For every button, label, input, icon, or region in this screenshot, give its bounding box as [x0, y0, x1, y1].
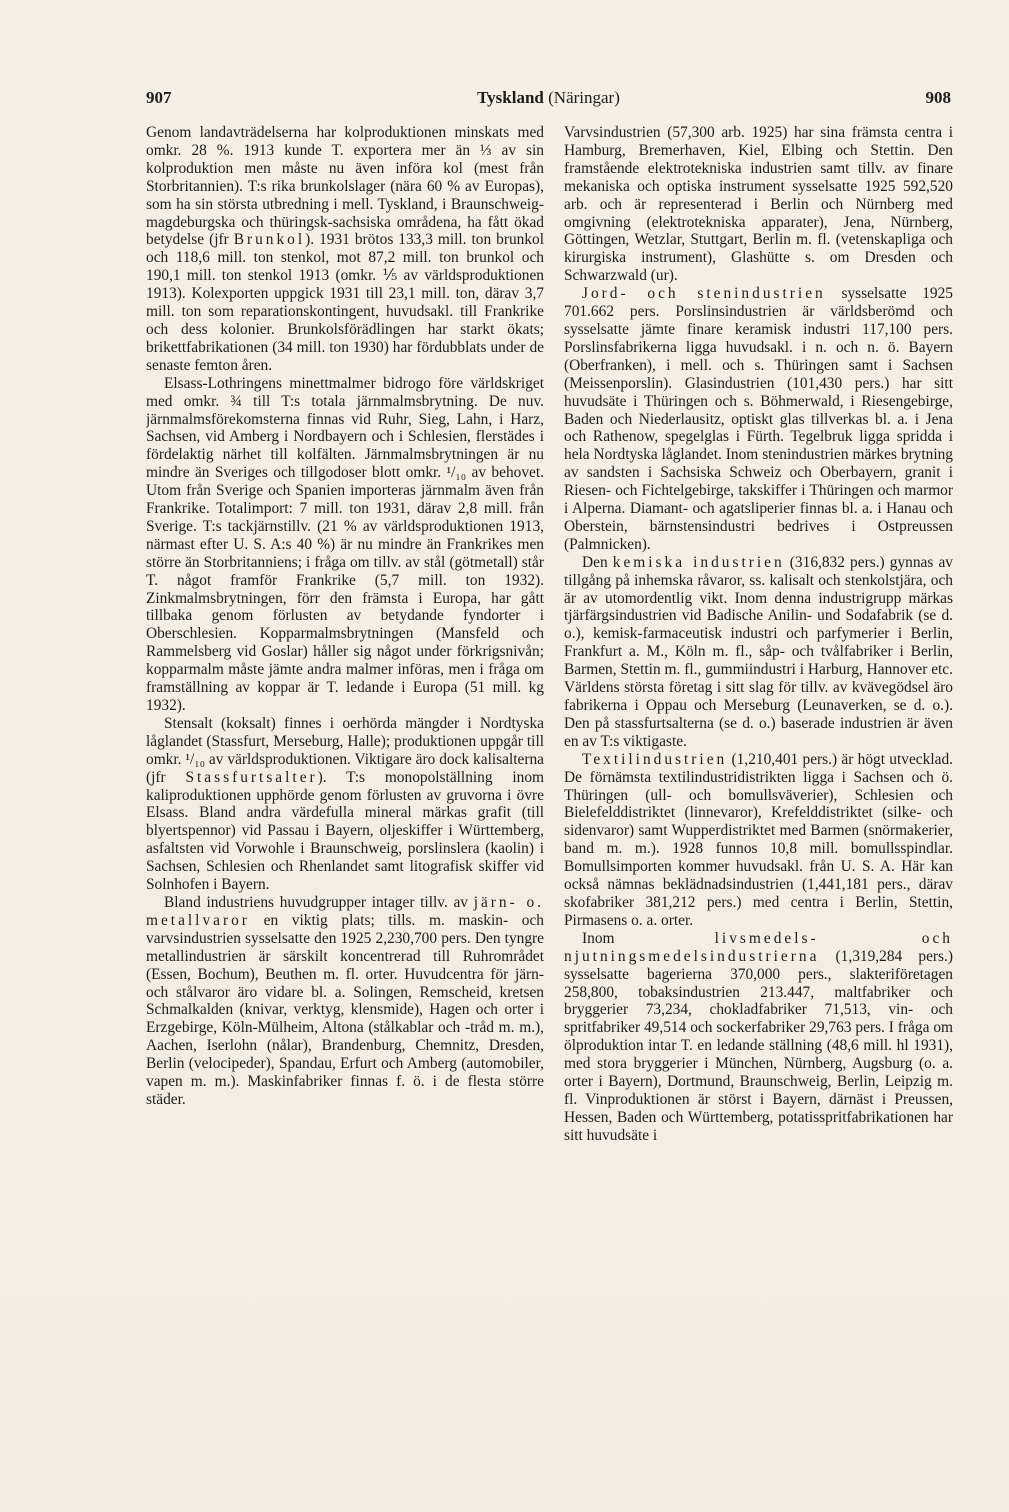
text-run: Stensalt (koksalt) finnes i oerhörda mängder i Nordtyska låglandet (Stassfurt, Merseburg, Halle); produktionen uppgår till omkr. ¹/₁₀ av världsproduktionen. Viktigare äro dock kalisalterna (jfr — [146, 714, 544, 786]
spaced-term: kemiska industrien — [612, 553, 785, 571]
paragraph — [564, 124, 953, 285]
paragraph — [146, 124, 544, 375]
running-title-main: Tyskland — [477, 88, 544, 107]
page-number-left: 907 — [146, 88, 172, 107]
paragraph — [564, 751, 953, 930]
paragraph — [564, 554, 953, 751]
text-run: sysselsatte 1925 701.662 pers. Porslinsindustrien är världsberömd och sysselsatte jämte finare keramisk industri 117,100 pers. Porslinsfabrikerna ligga huvudsakl. i n. och n. ö. Bayern (Oberfranken), i mell. och s. Thüringen samt i Sachsen (Meissenporslin). Glasindustrien (101,430 pers.) har sitt huvudsäte i Thüringen och s. Böhmerwald, i Riesengebirge, Baden och Niederlausitz, optiskt glas tillverkas bl. a. i Jena och Rathenow, spegelglas i Fürth. Tegelbruk ligga spridda i hela Nordtyska låglandet. Inom stenindustrien märkes brytning av sandsten i Sachsiska Schweiz och Oberbayern, granit i Riesen- och Fichtelgebirge, takskiffer i Thüringen och marmor i Alperna. Diamant- och agatsliperier finnas bl. a. i Hanau och Oberstein, bärnstensindustri bedrives i Ostpreussen (Palmnicken). — [564, 285, 953, 553]
running-title — [146, 88, 951, 108]
spaced-term: Textilindustrien — [582, 750, 728, 768]
text-run: Den — [582, 553, 613, 571]
text-run: Varvsindustrien (57,300 arb. 1925) har sina främsta centra i Hamburg, Bremerhaven, Kiel, Elbing och Stettin. Den framstående elektrotekniska industrien samt tillv. av finare mekaniska och optiska instrument sysselsatte 1925 592,520 arb. och är representerad i Berlin och Nürnberg med omgivning (elektrotekniska apparater), Jena, Nürnberg, Göttingen, Wetzlar, Stuttgart, Berlin m. fl. (vetenskapliga och kirurgiska instrument), Glashütte s. om Dresden och Schwarzwald (ur). — [564, 124, 953, 285]
spaced-term: Jord- och stenindustrien — [582, 285, 826, 303]
paragraph — [146, 894, 544, 1109]
text-run: Elsass-Lothringens minettmalmer bidrogo före världskriget med omkr. ¾ till T:s totala järnmalmsbrytning. De nuv. järnmalmsförekomsterna finnas vid Ruhr, Sieg, Lahn, i Harz, Sachsen, vid Amberg i Nordbayern och i Schlesien, flerstädes i fördelaktig närhet till kolfälten. Järnmalmsbrytningen är nu mindre än Sveriges och tillgodoser blott omkr. ¹/₁₀ av behovet. Utom från Sverige och Spanien importeras järnmalm även från Frankrike. Totalimport: 7 mill. ton 1931, därav 2,8 mill. från Sverige. T:s tackjärnstillv. (21 % av världsproduktionen 1913, närmast efter U. S. A:s 40 %) är nu mindre än Frankrikes men större än Storbritanniens; i fråga om tillv. av stål (götmetall) står T. något framför Frankrike (5,7 mill. ton 1932). Zinkmalmsbrytningen, förr den främsta i Europa, har gått tillbaka genom förlusten av betydande fyndorter i Oberschlesien. Kopparmalmsbrytningen (Mansfeld och Rammelsberg vid Goslar) håller sig något under förkrigsnivån; kopparmalm måste jämte andra malmer införas, men i fråga om framställning av koppar är T. ledande i Europa (51 mill. kg 1932). — [146, 374, 544, 714]
text-run: Inom — [582, 929, 715, 947]
page-header — [146, 88, 951, 116]
text-run: Genom landavträdelserna har kolproduktionen minskats med omkr. 28 %. 1913 kunde T. exportera mer än ⅓ av sin kolproduktion men måste nu även införa kol (mest från Storbritannien). T:s rika brunkolslager (nära 60 % av Europas), som ha sin största utbredning i mell. Tyskland, i Braunschweig-magdeburgska och thüringsk-sachsiska områdena, ha fått ökad betydelse (jfr — [146, 124, 544, 249]
page-number-right: 908 — [925, 88, 951, 107]
right-column — [564, 124, 953, 1404]
paragraph — [564, 285, 953, 554]
spaced-term: Stassfurtsalter — [185, 768, 318, 786]
text-run: ). 1931 brötos 133,3 mill. ton brunkol och 118,6 mill. ton stenkol, mot 87,2 mill. ton brunkol och 190,1 mill. ton stenkol 1913 (omkr. ⅕ av världsproduktionen 1913). Kolexporten uppgick 1931 till 23,1 mill. ton, därav 3,7 mill. ton som reparationskontingent, huvudsakl. till Frankrike och dess kolonier. Brunkolsförädlingen har starkt ökats; brikettfabrikationen (34 mill. ton 1930) har fördubblats under de senaste femton åren. — [146, 231, 544, 374]
paragraph — [146, 715, 544, 894]
spaced-term: järn- o. metallvaror — [146, 893, 544, 929]
text-run: ). T:s monopolställning inom kaliproduktionen upphörde genom förlusten av gruvorna i övre Elsass. Bland andra värdefulla mineral märkas grafit (till blyertspennor) vid Passau i Bayern, oljeskiffer i Württemberg, asfaltsten vid Vorwohle i Braunschweig, porslinslera (kaolin) i Sachsen, Schlesien och Rhenlandet samt litografisk skiffer vid Solnhofen i Bayern. — [146, 768, 544, 894]
spaced-term: Brunkol — [233, 231, 306, 249]
paragraph — [564, 930, 953, 1145]
paragraph — [146, 375, 544, 715]
text-run: (1,319,284 pers.) sysselsatte bagerierna 370,000 pers., slakteriföretagen 258,800, tobaksindustrien 213.447, maltfabriker och bryggerier 73,234, chokladfabriker 71,513, vin- och spritfabriker 49,514 och sockerfabriker 29,763 pers. I fråga om ölproduktion intar T. en ledande ställning (48,6 mill. hl 1931), med stora bryggerier i München, Nürnberg, Augsburg (o. a. orter i Bayern), Dortmund, Braunschweig, Berlin, Leipzig m. fl. Vinproduktionen är störst i Bayern, därnäst i Preussen, Hessen, Baden och Württemberg, potatisspritfabrikationen har sitt huvudsäte i — [564, 947, 953, 1144]
left-column — [146, 124, 544, 1404]
spaced-term: livsmedels- och njutningsmedelsindustrierna — [564, 929, 953, 965]
text-run: en viktig plats; tills. m. maskin- och varvsindustrien sysselsatte den 1925 2,230,700 pers. Den tyngre metallindustrien är särskilt koncentrerad till Ruhrområdet (Essen, Bochum), Beuthen m. fl. orter. Huvudcentra för järn- och stålvaror äro vidare bl. a. Solingen, Remscheid, kretsen Schmalkalden (knivar, verktyg, klensmide), Hagen och orter i Erzgebirge, Köln-Mülheim, Altona (stålkablar och -tråd m. m.), Aachen, Iserlohn (nålar), Brandenburg, Chemnitz, Dresden, Berlin (velocipeder), Spandau, Erfurt och Amberg (automobiler, vapen m. m.). Maskinfabriker finnas f. ö. i de flesta större städer. — [146, 911, 544, 1108]
text-run: (316,832 pers.) gynnas av tillgång på inhemska råvaror, ss. kalisalt och stenkolstjära, och är av utomordentlig vikt. Inom denna industrigrupp märkas tjärfärgsindustrien vid Badische Anilin- und Sodafabrik (se d. o.), kemisk-farmaceutisk industri och parfymerier i Berlin, Frankfurt a. M., Köln m. fl., såp- och tvålfabriker i Berlin, Barmen, Stettin m. fl., gummiindustri i Harburg, Hannover etc. Världens största företag i sitt slag för tillv. av kvävegödsel äro fabrikerna i Oppau och Merseburg (Leunaverken, se d. o.). Den på stassfurtsalterna (se d. o.) baserade industrien är även en av T:s viktigaste. — [564, 553, 953, 750]
running-title-sub: (Näringar) — [548, 88, 620, 107]
text-run: Bland industriens huvudgrupper intager tillv. av — [164, 893, 474, 911]
text-run: (1,210,401 pers.) är högt utvecklad. De förnämsta textilindustridistrikten ligga i Sachsen och ö. Thüringen (ull- och bomullsväverier), Schlesien och Bielefelddistriktet (linnevaror), Krefelddistriktet (silke- och sidenvaror) samt Wupperdistriktet med Barmen (snörmakerier, band m. m.). 1928 funnos 10,8 mill. bomullsspindlar. Bomullsimporten kommer huvudsakl. från U. S. A. Här kan också nämnas beklädnadsindustrien (1,441,181 pers., därav skofabriker 381,212 pers.) med centra i Berlin, Stettin, Pirmasens o. a. orter. — [564, 750, 953, 929]
